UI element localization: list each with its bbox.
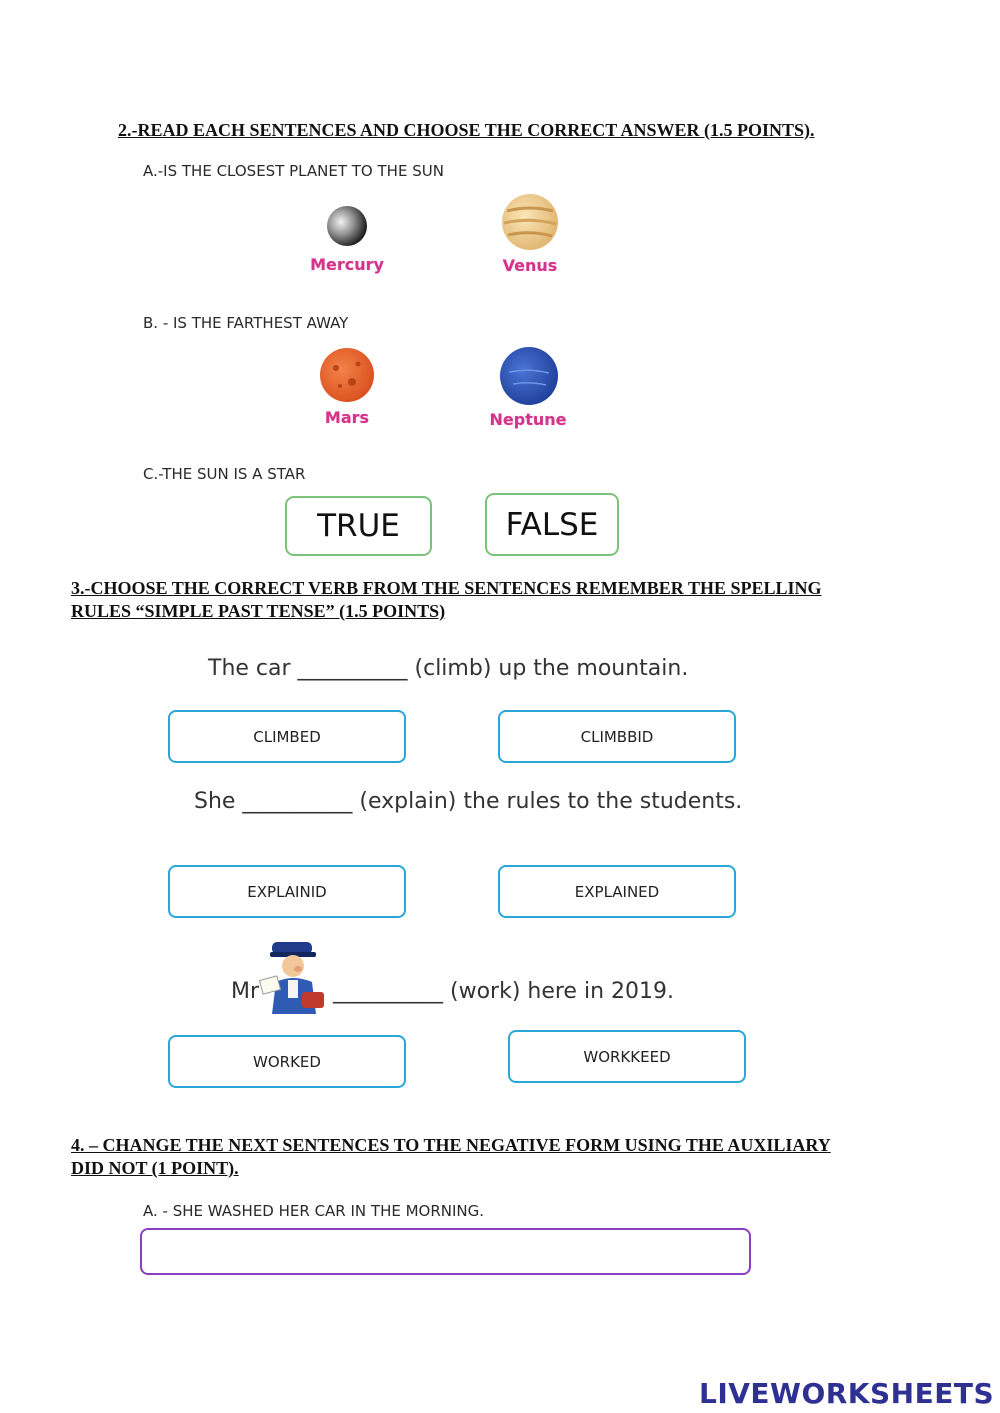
option-mars[interactable] <box>287 344 407 434</box>
sentence-1: The car __________ (climb) up the mountain. <box>208 656 689 681</box>
neptune-planet-icon <box>499 346 559 406</box>
sentence-2: She __________ (explain) the rules to the students. <box>194 789 743 814</box>
planet-label-neptune: Neptune <box>489 410 567 429</box>
section-3-heading-line-1: 3.-CHOOSE THE CORRECT VERB FROM THE SENTENCES REMEMBER THE SPELLING <box>71 578 822 598</box>
question-a-text: A.-IS THE CLOSEST PLANET TO THE SUN <box>143 162 444 180</box>
planet-label-mercury: Mercury <box>310 255 384 274</box>
venus-planet-icon <box>501 193 559 251</box>
question-c-text: C.-THE SUN IS A STAR <box>143 465 306 483</box>
true-button[interactable]: TRUE <box>285 496 432 556</box>
section-2-heading: 2.-READ EACH SENTENCES AND CHOOSE THE CORRECT ANSWER (1.5 POINTS). <box>118 120 815 140</box>
sentence-3-prefix: Mr <box>231 979 260 1004</box>
mars-planet-icon <box>318 346 376 404</box>
option-workkeed[interactable]: WORKKEED <box>508 1030 746 1083</box>
planet-label-venus: Venus <box>502 256 558 275</box>
postman-icon <box>258 938 336 1018</box>
option-explainid[interactable]: EXPLAINID <box>168 865 406 918</box>
answer-input-4a[interactable] <box>140 1228 751 1275</box>
section-4-heading-line-2: DID NOT (1 POINT). <box>71 1158 239 1178</box>
option-mercury[interactable] <box>287 202 407 282</box>
section-3-heading-line-2: RULES “SIMPLE PAST TENSE” (1.5 POINTS) <box>71 601 446 621</box>
liveworksheets-brand: LIVEWORKSHEETS <box>699 1376 995 1410</box>
option-worked[interactable]: WORKED <box>168 1035 406 1088</box>
planet-label-mars: Mars <box>324 408 370 427</box>
option-neptune[interactable] <box>468 344 588 434</box>
sentence-3: __________ (work) here in 2019. <box>333 979 674 1004</box>
section-4-heading-line-1: 4. – CHANGE THE NEXT SENTENCES TO THE NEGATIVE FORM USING THE AUXILIARY <box>71 1135 831 1155</box>
option-venus[interactable] <box>470 192 590 282</box>
liveworksheets-logo <box>697 1376 993 1410</box>
option-climbbid[interactable]: CLIMBBID <box>498 710 736 763</box>
question-4a-text: A. - SHE WASHED HER CAR IN THE MORNING. <box>143 1202 485 1220</box>
false-button[interactable]: FALSE <box>485 493 619 556</box>
mercury-planet-icon <box>326 205 368 247</box>
option-explained[interactable]: EXPLAINED <box>498 865 736 918</box>
question-b-text: B. - IS THE FARTHEST AWAY <box>143 314 349 332</box>
option-climbed[interactable]: CLIMBED <box>168 710 406 763</box>
